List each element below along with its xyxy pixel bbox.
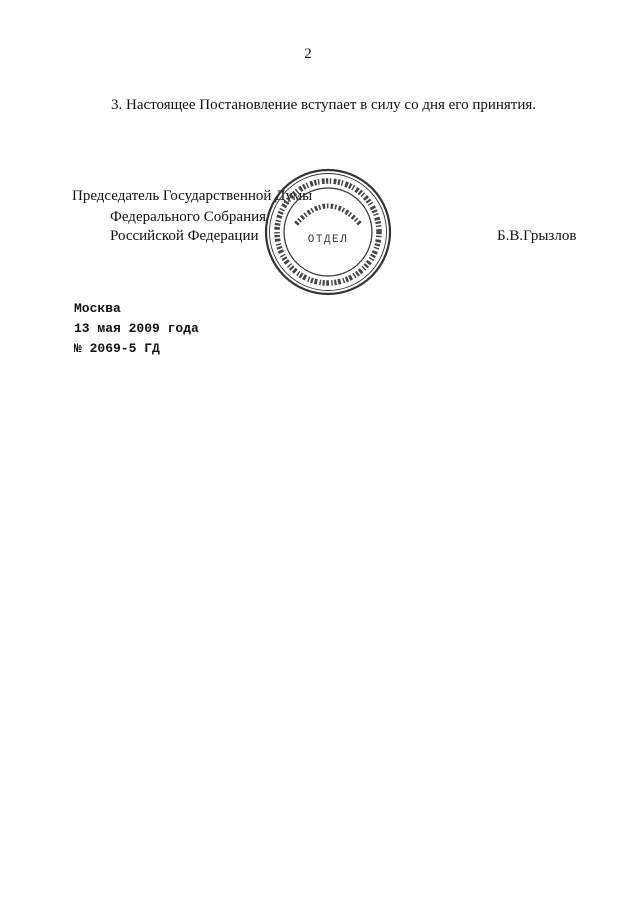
signatory-title-line-3: Российской Федерации: [110, 228, 259, 244]
footer-city: Москва: [74, 301, 121, 316]
footer-document-number: № 2069-5 ГД: [74, 341, 160, 356]
signer-name: Б.В.Грызлов: [497, 228, 577, 244]
official-stamp-seal: [262, 166, 394, 298]
resolution-paragraph: 3. Настоящее Постановление вступает в силу со дня его принятия.: [111, 97, 537, 113]
stamp-arched-lettering: [296, 206, 360, 224]
page-number: 2: [304, 46, 312, 62]
footer-date: 13 мая 2009 года: [74, 321, 199, 336]
stamp-center-text: ОТДЕЛ: [307, 234, 349, 246]
signatory-title-line-1: Председатель Государственной Думы: [72, 188, 313, 204]
signatory-title-line-2: Федерального Собрания: [110, 209, 267, 225]
